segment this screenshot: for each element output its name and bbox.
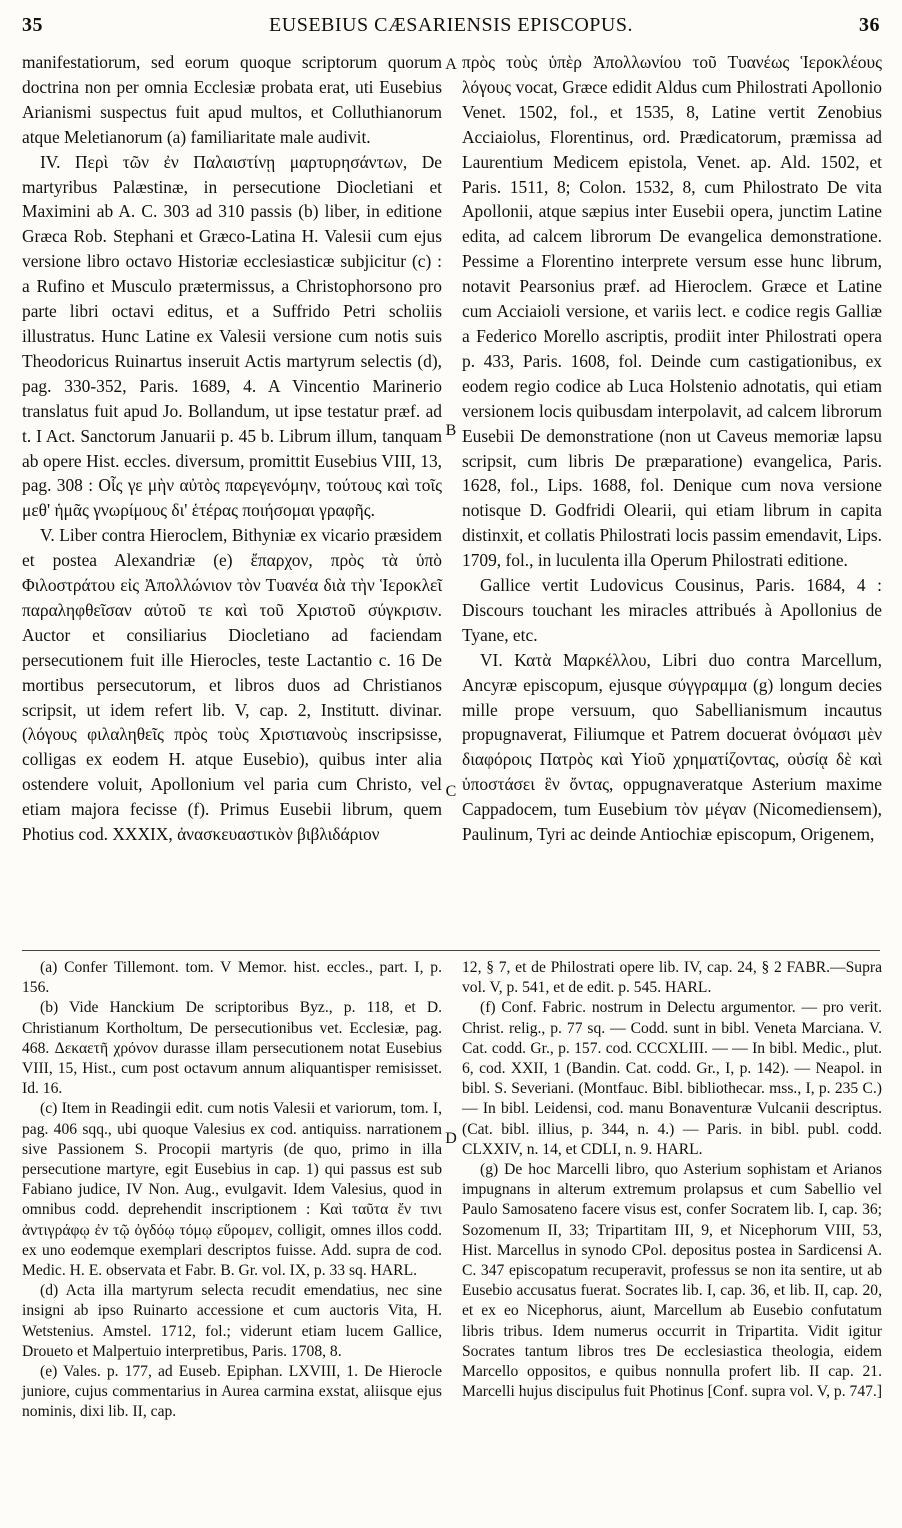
margin-letter-d: D xyxy=(445,1130,457,1147)
footnote-e-continued: 12, § 7, et de Philostrati opere lib. IV, cap. 24, § 2 FABR.—Supra vol. V, p. 541, et de edit. p. 545. HARL. xyxy=(462,959,882,997)
paragraph-section-v: V. Liber contra Hieroclem, Bithyniæ ex vicario præsidem et postea Alexandriæ (e) ἔπαρχον, πρὸς τὰ ὑπὸ Φιλοστράτου εἰς Ἀπολλώνιον τὸν Τυανέα διὰ τὴν Ἱεροκλεῖ παραληφθεῖσαν αὐτοῦ τε καὶ τοῦ Χριστοῦ σύγκρισιν. Auctor et consiliarius Diocletiano ad faciendam persecutionem fuit ille Hierocles, teste Lactantio c. 16 De mortibus persecutorum, et libros duos ad Christianos scripsit, ut idem refert lib. V, cap. 2, Institutt. divinar. (λόγους φιλαληθεῖς πρὸς τοὺς Χριστιανοὺς inscripsisse, colligas ex eodem H. atque Eusebio), quibus inter alia ostendere voluit, Apollonium vel paria cum Christo, vel etiam majora fecisse (f). Primus Eusebii librum, quem Photius cod. XXXIX, ἀνασκευαστικὸν βιβλιδάριον xyxy=(22,525,442,845)
footnotes-right-column xyxy=(462,958,882,1402)
paragraph-section-v-continued: πρὸς τοὺς ὑπὲρ Ἀπολλωνίου τοῦ Τυανέως Ἱεροκλέους λόγους vocat, Græce edidit Aldus cum Philostrati Apollonio Venet. 1502, fol., et 1535, 8, Latine vertit Zenobius Acciaiolus, Florentinus, ord. Prædicatorum, præmissa ad Laurentium Medicem epistola, Venet. ap. Ald. 1502, et Paris. 1511, 8; Colon. 1532, 8, cum Philostrato De vita Apollonii, atque sæpius inter Eusebii opera, junctim Latine edita, ad calcem librorum De evangelica demonstratione. Pessime a Florentino interprete versum esse hunc librum, notavit Pearsonius præf. ad Hieroclem. Græce et Latine cum Acciaioli versione, et variis lect. e codice regis Galliæ a Federico Morello ascriptis, prodiit inter Philostrati opera p. 433, Paris. 1608, fol. Deinde cum castigationibus, ex eodem regio codice ab Luca Holstenio adnotatis, qui etiam versionem locis quibusdam interpolavit, ad calcem librorum Eusebii De demonstratione (non ut Caveus memoriæ lapsu scripsit, cum libris De præparatione) evangelica, Paris. 1628, fol., Lips. 1688, fol. Denique cum nova versione notisque D. Godfridi Olearii, qui etiam librum in capita distinxit, et collatis Philostrati locis passim emendavit, Lips. 1709, fol., in luculenta illa Operum Philostrati editione. xyxy=(462,52,882,571)
margin-letter-b: B xyxy=(445,422,457,439)
running-title: EUSEBIUS CÆSARIENSIS EPISCOPUS. xyxy=(269,14,633,36)
paragraph-gallice: Gallice vertit Ludovicus Cousinus, Paris. 1684, 4 : Discours touchant les miracles attribués à Apollonius de Tyane, etc. xyxy=(462,575,882,645)
footnotes-left-column xyxy=(22,958,442,1423)
footnote-b: (b) Vide Hanckium De scriptoribus Byz., p. 118, et D. Christianum Kortholtum, De persecutionibus vet. Ecclesiæ, pag. 468. Δεκαετῆ χρόνον durasse illam persecutionem notat Eusebius VIII, 15, Hist., cum post octavum annum aliquantisper remisisset. Id. 16. xyxy=(22,999,442,1098)
footnote-g: (g) De hoc Marcelli libro, quo Asterium sophistam et Arianos impugnans in alterum extremum prolapsus et cum Sabellio vel Paulo Samosateno facere visus est, confer Socratem lib. I, cap. 36; Sozomenum II, 33; Tripartitam III, 9, et Nicephorum VIII, 53, Hist. Marcellus in synodo CPol. depositus postea in Sardicensi A. C. 347 episcopatum recuperavit, professus se non ita sentire, ut ab Eusebio accusatus fuerat. Socrates lib. I, cap. 36, et lib. II, cap. 20, et ex eo Nicephorus, aiunt, Marcellum ab Eusebio confutatum libris tribus. Idem numerus occurrit in Tripartita. Vidit igitur Socrates tantum libros tres De ecclesiastica theologia, eidem Marcello oppositos, e quibus nonnulla profert lib. II cap. 21. Marcelli hujus discipulus fuit Photinus [Conf. supra vol. V, p. 747.] xyxy=(462,1161,883,1401)
margin-letter-c: C xyxy=(445,783,457,800)
page-number-left: 35 xyxy=(22,14,43,36)
main-text-right-column xyxy=(462,50,882,847)
footnote-divider xyxy=(22,950,880,951)
page-number-right: 36 xyxy=(859,14,880,36)
running-header xyxy=(22,14,880,42)
paragraph-section-iv: IV. Περὶ τῶν ἐν Παλαιστίνῃ μαρτυρησάντων, De martyribus Palæstinæ, in persecutione Diocletiani et Maximini ab A. C. 303 ad 310 passis (b) liber, in editione Græca Rob. Stephani et Græco-Latina H. Valesii cum ejus versione libro octavo Historiæ ecclesiasticæ subjicitur (c) : a Rufino et Musculo prætermissus, a Christophorsono pro parte libri octavi editus, et a Suffrido Petri scholiis illustratus. Hunc Latine ex Valesii versione cum notis suis Theodoricus Ruinartus inseruit Actis martyrum selectis (d), pag. 330-352, Paris. 1689, 4. A Vincentio Marinerio translatus fuit apud Jo. Bollandum, ut ipse testatur præf. ad t. I Act. Sanctorum Januarii p. 45 b. Librum illum, tanquam ab opere Hist. eccles. diversum, promittit Eusebius VIII, 13, pag. 308 : Οἷς γε μὴν αὐτὸς παρεγενόμην, τούτους καὶ τοῖς μεθ' ἡμᾶς γνωρίμους δι' ἑτέρας ποιήσομαι γραφῆς. xyxy=(22,151,442,521)
paragraph-intro: manifestatiorum, sed eorum quoque scriptorum quorum doctrina non per omnia Ecclesiæ probata erat, uti Eusebius Arianismi suspectus fuit apud multos, et Colluthianorum atque Meletianorum (a) familiaritate male audivit. xyxy=(22,52,442,147)
footnote-d: (d) Acta illa martyrum selecta recudit emendatius, nec sine insigni ab ipso Ruinarto accessione et cum auctoris Vita, H. Wetstenius. Amstel. 1712, fol.; viderunt etiam lucem Gallice, Droueto et Malpertuio interpretibus, Paris. 1708, 8. xyxy=(22,1282,442,1360)
footnote-f: (f) Conf. Fabric. nostrum in Delectu argumentor. — pro verit. Christ. relig., p. 77 sq. — Codd. sunt in bibl. Veneta Marciana. V. Cat. codd. Gr., p. 157. cod. CCCXLIII. — — In bibl. Medic., plut. 6, cod. XXII, 1 (Bandin. Cat. codd. Gr., I, p. 142). — Neapol. in bibl. S. Severiani. (Montfauc. Bibl. bibliothecar. mss., I, p. 235 C.) — In bibl. Leidensi, cod. manu Bonaventuræ Vulcanii descriptus. (Cat. bibl. illius, p. 344, n. 4.) — Paris. in bibl. publ. codd. CLXXIV, n. 14, et CDLI, n. 9. HARL. xyxy=(462,999,882,1158)
paragraph-section-vi: VI. Κατὰ Μαρκέλλου, Libri duo contra Marcellum, Ancyræ episcopum, ejusque σύγγραμμα (g) longum decies mille prope versuum, quo Sabellianismum incautus propugnaverat, Filiumque et Patrem docuerat ὀνόμασι μὲν διαφόροις Πατρὸς καὶ Υἱοῦ χρηματίζοντας, οὐσίᾳ δὲ καὶ ὑποστάσει ἓν ὄντας, oppugnaveratque Asterium maxime Cappadocem, tum Eusebium τὸν μέγαν (Nicomediensem), Paulinum, Tyri ac deinde Antiochiæ episcopum, Origenem, xyxy=(462,649,882,845)
footnote-e: (e) Vales. p. 177, ad Euseb. Epiphan. LXVIII, 1. De Hierocle juniore, cujus commentarius in Aurea carmina exstat, aliisque ejus nominis, dixi lib. II, cap. xyxy=(22,1363,442,1421)
footnote-a: (a) Confer Tillemont. tom. V Memor. hist. eccles., part. I, p. 156. xyxy=(22,959,442,997)
margin-letter-a: A xyxy=(445,56,457,73)
main-text-left-column xyxy=(22,50,442,847)
footnote-c: (c) Item in Readingii edit. cum notis Valesii et variorum, tom. I, pag. 406 sqq., ubi quoque Valesius ex cod. antiquiss. narrationem sive Passionem S. Procopii martyris (de quo, primo in illa persecutione martyre, egit Eusebius in cap. 1) qui passus est sub Fabiano judice, IV Non. Aug., evulgavit. Idem Valesius, quod in omnibus codd. deprehendit inscriptionem : Καὶ ταῦτα ἔν τινι ἀντιγράφῳ ἐν τῷ ὀγδόῳ τόμῳ εὕρομεν, colligit, omnes illos codd. ex uno eodemque exemplari descriptos fuisse. Add. supra de cod. Medic. H. E. observata et Fabr. B. Gr. vol. IX, p. 33 sq. HARL. xyxy=(22,1100,442,1280)
